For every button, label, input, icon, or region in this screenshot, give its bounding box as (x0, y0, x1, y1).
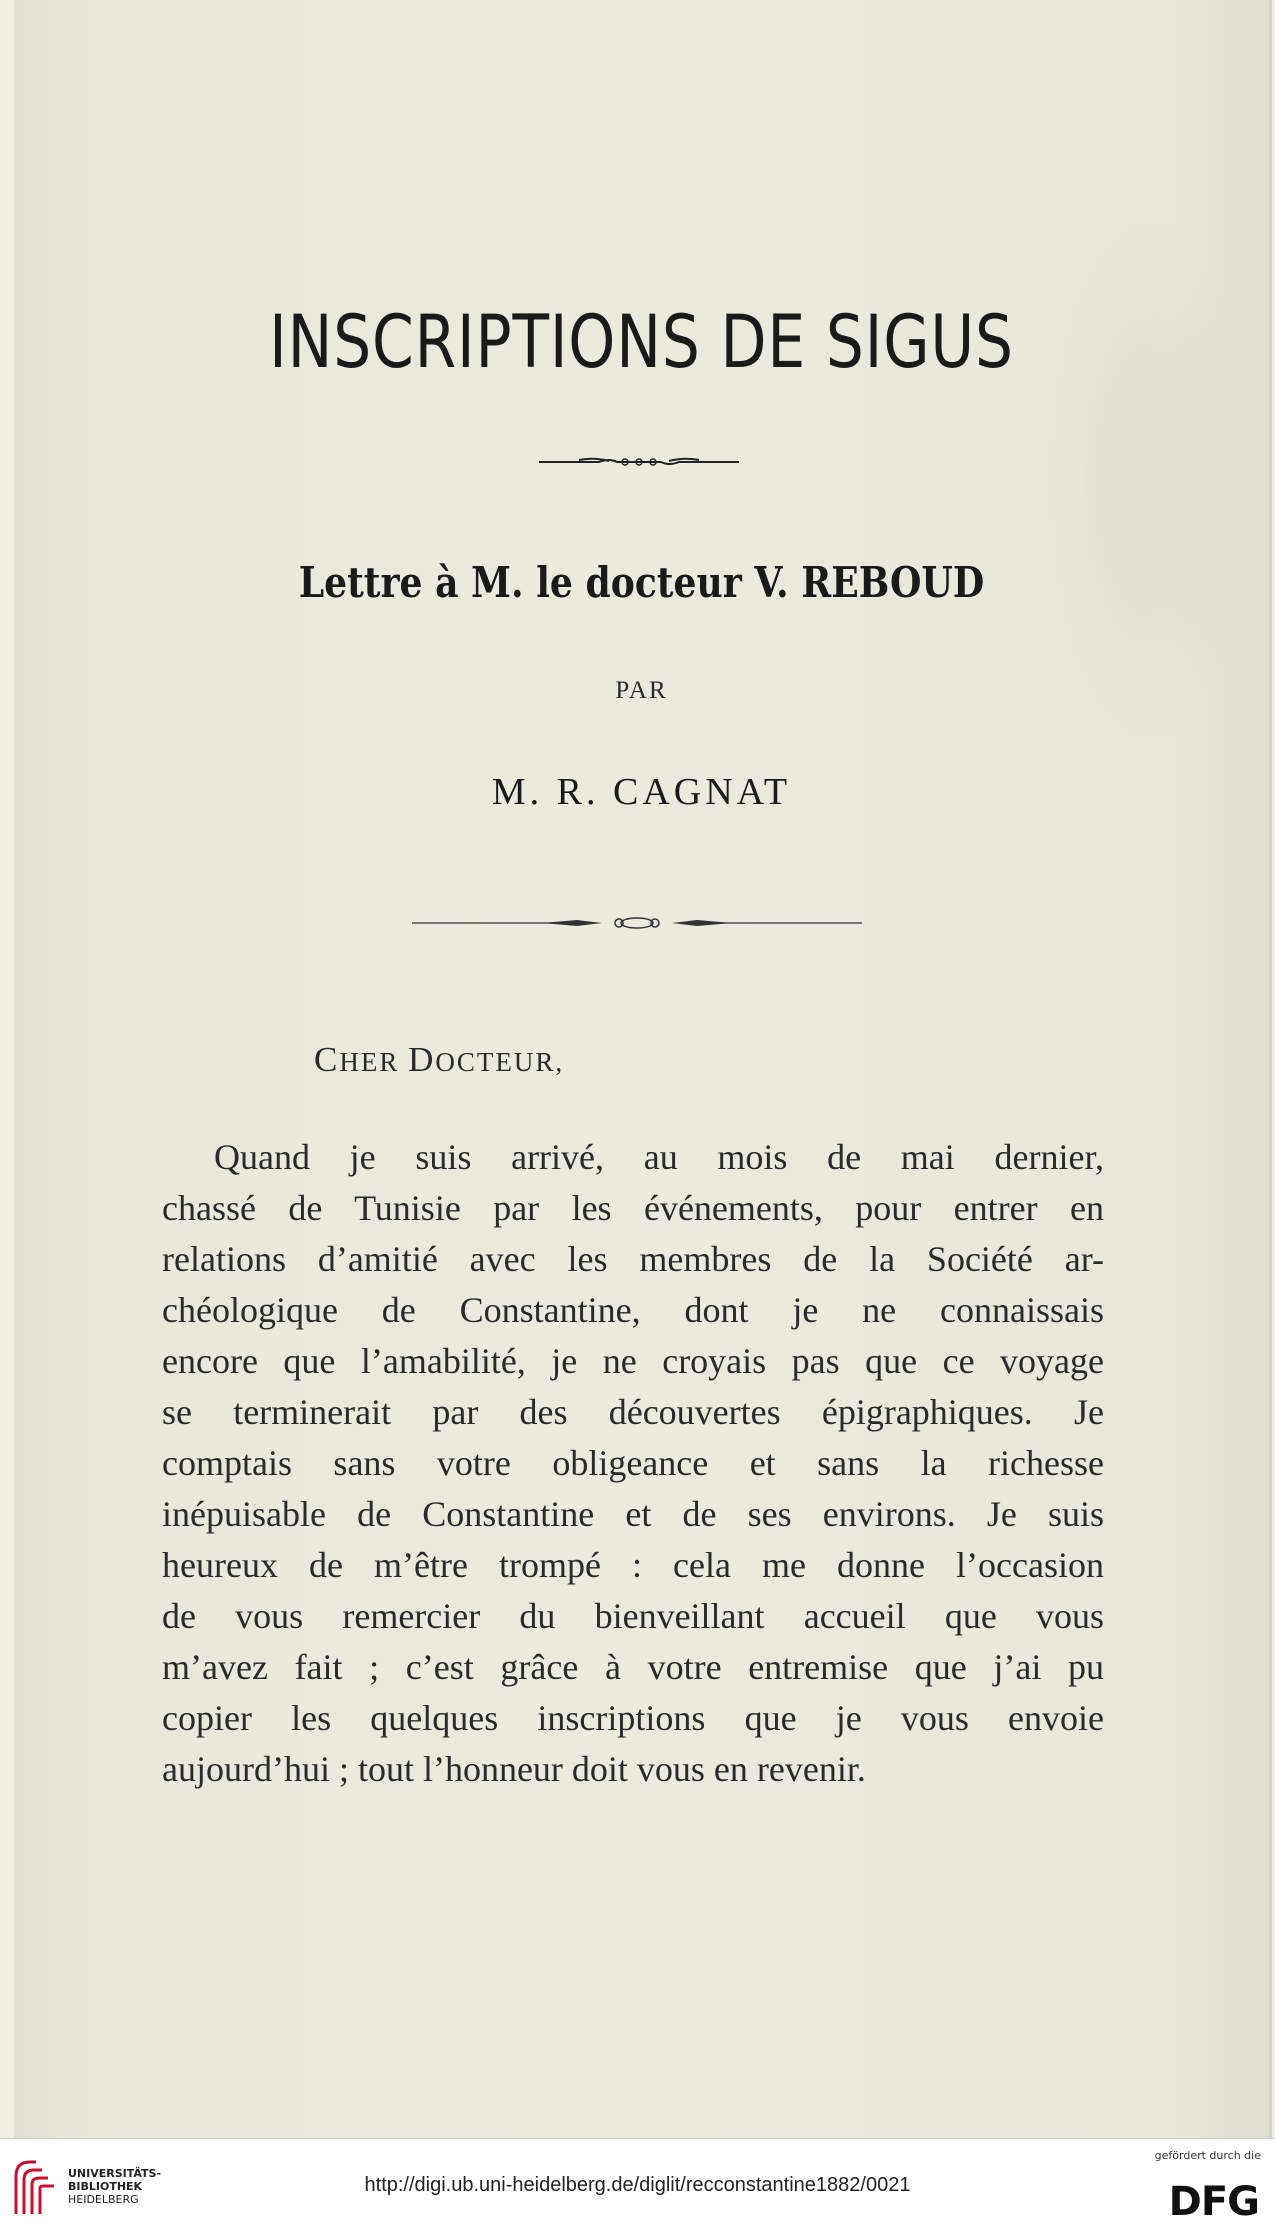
text-line: comptais sans votre obligeance et sans la richesse (162, 1443, 1104, 1483)
text-line: se terminerait par des découvertes épigraphiques. Je (162, 1392, 1104, 1432)
text-line: m’avez fait ; c’est grâce à votre entremise que j’ai pu (162, 1647, 1104, 1687)
title-ornament-rule (539, 455, 739, 469)
text-line: chéologique de Constantine, dont je ne connaissais (162, 1290, 1104, 1330)
salutation: CHER DOCTEUR, (314, 1040, 565, 1079)
by-label: PAR (615, 677, 668, 704)
text-line: Quand je suis arrivé, au mois de mai dernier, (214, 1137, 1104, 1177)
funded-by-label: gefördert durch die (1154, 2149, 1261, 2162)
permalink-url[interactable]: http://digi.ub.uni-heidelberg.de/diglit/recconstantine1882/0021 (364, 2174, 911, 2196)
book-page (14, 0, 1272, 2138)
text-line: aujourd’hui ; tout l’honneur doit vous en revenir. (162, 1749, 866, 1789)
letter-body (162, 1132, 1104, 1795)
letter-subtitle: Lettre à M. le docteur V. REBOUD (298, 558, 985, 607)
text-line: copier les quelques inscriptions que je vous envoie (162, 1698, 1104, 1738)
dfg-logo-text: DFG (1168, 2179, 1259, 2221)
text-line: heureux de m’être trompé : cela me donne l’occasion (162, 1545, 1104, 1585)
library-name[interactable]: UNIVERSITÄTS- BIBLIOTHEK HEIDELBERG (68, 2167, 162, 2206)
page-title: INSCRIPTIONS DE SIGUS (269, 300, 1014, 385)
text-line: relations d’amitié avec les membres de la Société ar- (162, 1239, 1104, 1279)
bleed-through-shadow (1034, 200, 1254, 760)
text-line: chassé de Tunisie par les événements, pour entrer en (162, 1188, 1104, 1228)
dfg-logo-icon[interactable] (1141, 2175, 1261, 2221)
text-line: inépuisable de Constantine et de ses environs. Je suis (162, 1494, 1104, 1534)
author-name: M. R. CAGNAT (491, 771, 792, 813)
text-line: encore que l’amabilité, je ne croyais pas que ce voyage (162, 1341, 1104, 1381)
text-line: de vous remercier du bienveillant accueil que vous (162, 1596, 1104, 1636)
viewer-footer (0, 2138, 1275, 2234)
section-ornament-rule (412, 915, 862, 931)
